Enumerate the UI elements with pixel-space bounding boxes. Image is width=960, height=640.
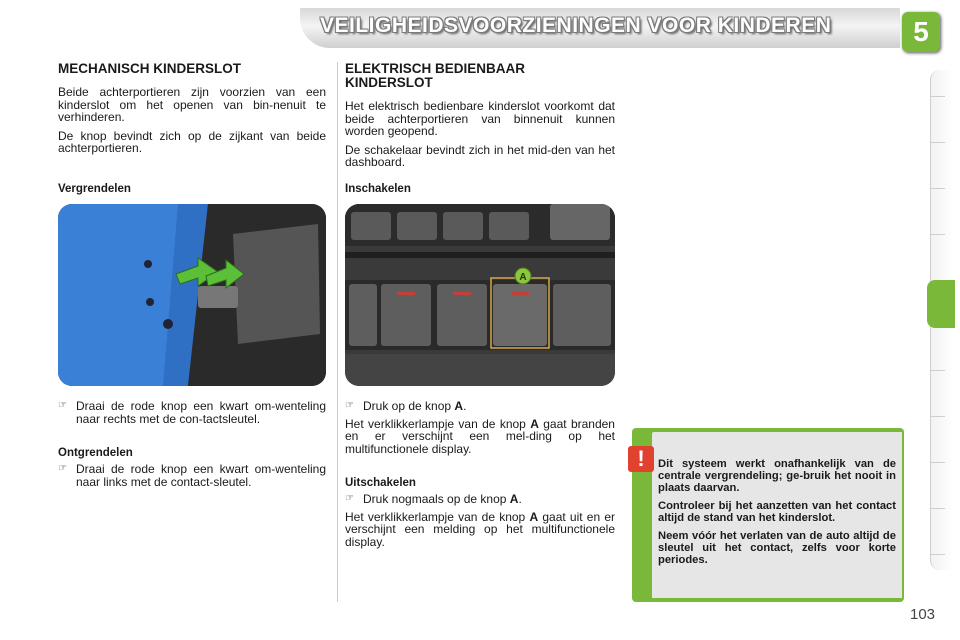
page-header (0, 0, 960, 52)
period: . (463, 399, 467, 413)
hand-pointer-icon: ☞ (345, 493, 354, 504)
tab-divider (931, 142, 945, 143)
tab-divider (931, 370, 945, 371)
section-title: MECHANISCH KINDERSLOT (58, 61, 242, 76)
exclamation-icon: ! (628, 446, 654, 472)
section-title-line: KINDERSLOT (345, 75, 433, 90)
lock-step (58, 400, 326, 425)
tab-divider (931, 188, 945, 189)
dashboard-switch-photo (345, 204, 615, 386)
unlock-heading: Ontgrendelen (58, 447, 133, 459)
tab-divider (931, 96, 945, 97)
page-number: 103 (910, 606, 936, 623)
off-result-prefix: Het verklikkerlampje van de knop (345, 509, 526, 524)
tab-divider (931, 508, 945, 509)
off-result-suffix: gaat uit en er verschijnt een melding op het multifunctionele display. (345, 509, 616, 549)
lock-instructions (58, 400, 326, 488)
column-divider (337, 62, 338, 602)
intro-paragraph: De knop bevindt zich op de zijkant van beide achterportieren. (58, 128, 326, 155)
on-step-text: Druk op de knop (363, 399, 452, 413)
warning-content (652, 432, 902, 598)
electric-lock-instructions (345, 400, 615, 548)
tab-divider (931, 554, 945, 555)
chapter-number: 5 (902, 12, 940, 52)
electric-lock-section (345, 62, 615, 195)
key-a: A (530, 416, 539, 431)
hand-pointer-icon: ☞ (345, 400, 354, 411)
period: . (518, 492, 522, 506)
warning-paragraph: Dit systeem werkt onafhankelijk van de centrale vergrendeling; ge-bruik het nooit in plaats daarvan. (658, 458, 896, 494)
key-a: A (509, 492, 519, 506)
intro-paragraph: De schakelaar bevindt zich in het mid-den van het dashboard. (345, 142, 615, 169)
warning-paragraph: Controleer bij het aanzetten van het contact altijd de stand van het kinderslot. (658, 500, 896, 524)
key-a: A (529, 509, 539, 524)
unlock-step (58, 463, 326, 488)
intro-paragraph: Beide achterportieren zijn voorzien van een kinderslot om het openen van bin-nenuit te verhinderen. (58, 85, 326, 124)
tab-divider (931, 462, 945, 463)
mechanical-lock-section (58, 62, 326, 195)
key-a: A (454, 399, 464, 413)
off-result (345, 511, 615, 549)
active-chapter-tab[interactable] (927, 280, 955, 328)
on-heading: Inschakelen (345, 182, 411, 195)
chapter-tabs (930, 70, 953, 570)
hand-pointer-icon: ☞ (58, 463, 67, 474)
tab-divider (931, 234, 945, 235)
section-title-line: ELEKTRISCH BEDIENBAAR (345, 61, 526, 76)
page-title: VEILIGHEIDSVOORZIENINGEN VOOR KINDEREN (320, 14, 832, 37)
button-a-label: A (519, 272, 527, 283)
unlock-step-text: Draai de rode knop een kwart om-wenteling naar links met de contact-sleutel. (76, 462, 326, 489)
warning-paragraph: Neem vóór het verlaten van de auto altijd de sleutel uit het contact, zelfs voor korte periodes. (658, 530, 896, 566)
warning-box (632, 428, 904, 602)
intro-paragraph: Het elektrisch bedienbare kinderslot voorkomt dat beide achterportieren van binnenuit kunnen worden geopend. (345, 99, 615, 138)
lock-step-text: Draai de rode knop een kwart om-wenteling naar rechts met de con-tactsleutel. (76, 399, 326, 426)
off-heading: Uitschakelen (345, 477, 416, 489)
door-lock-photo (58, 204, 326, 386)
on-result-suffix: gaat branden en er verschijnt een mel-ding op het multifunctionele display. (345, 416, 615, 456)
on-step (345, 400, 615, 413)
hand-pointer-icon: ☞ (58, 400, 67, 411)
off-step (345, 493, 615, 506)
on-result-prefix: Het verklikkerlampje van de knop (345, 416, 526, 431)
lock-heading: Vergrendelen (58, 182, 131, 195)
on-result (345, 418, 615, 456)
tab-divider (931, 416, 945, 417)
off-step-text: Druk nogmaals op de knop (363, 492, 507, 506)
section-title (345, 62, 615, 90)
